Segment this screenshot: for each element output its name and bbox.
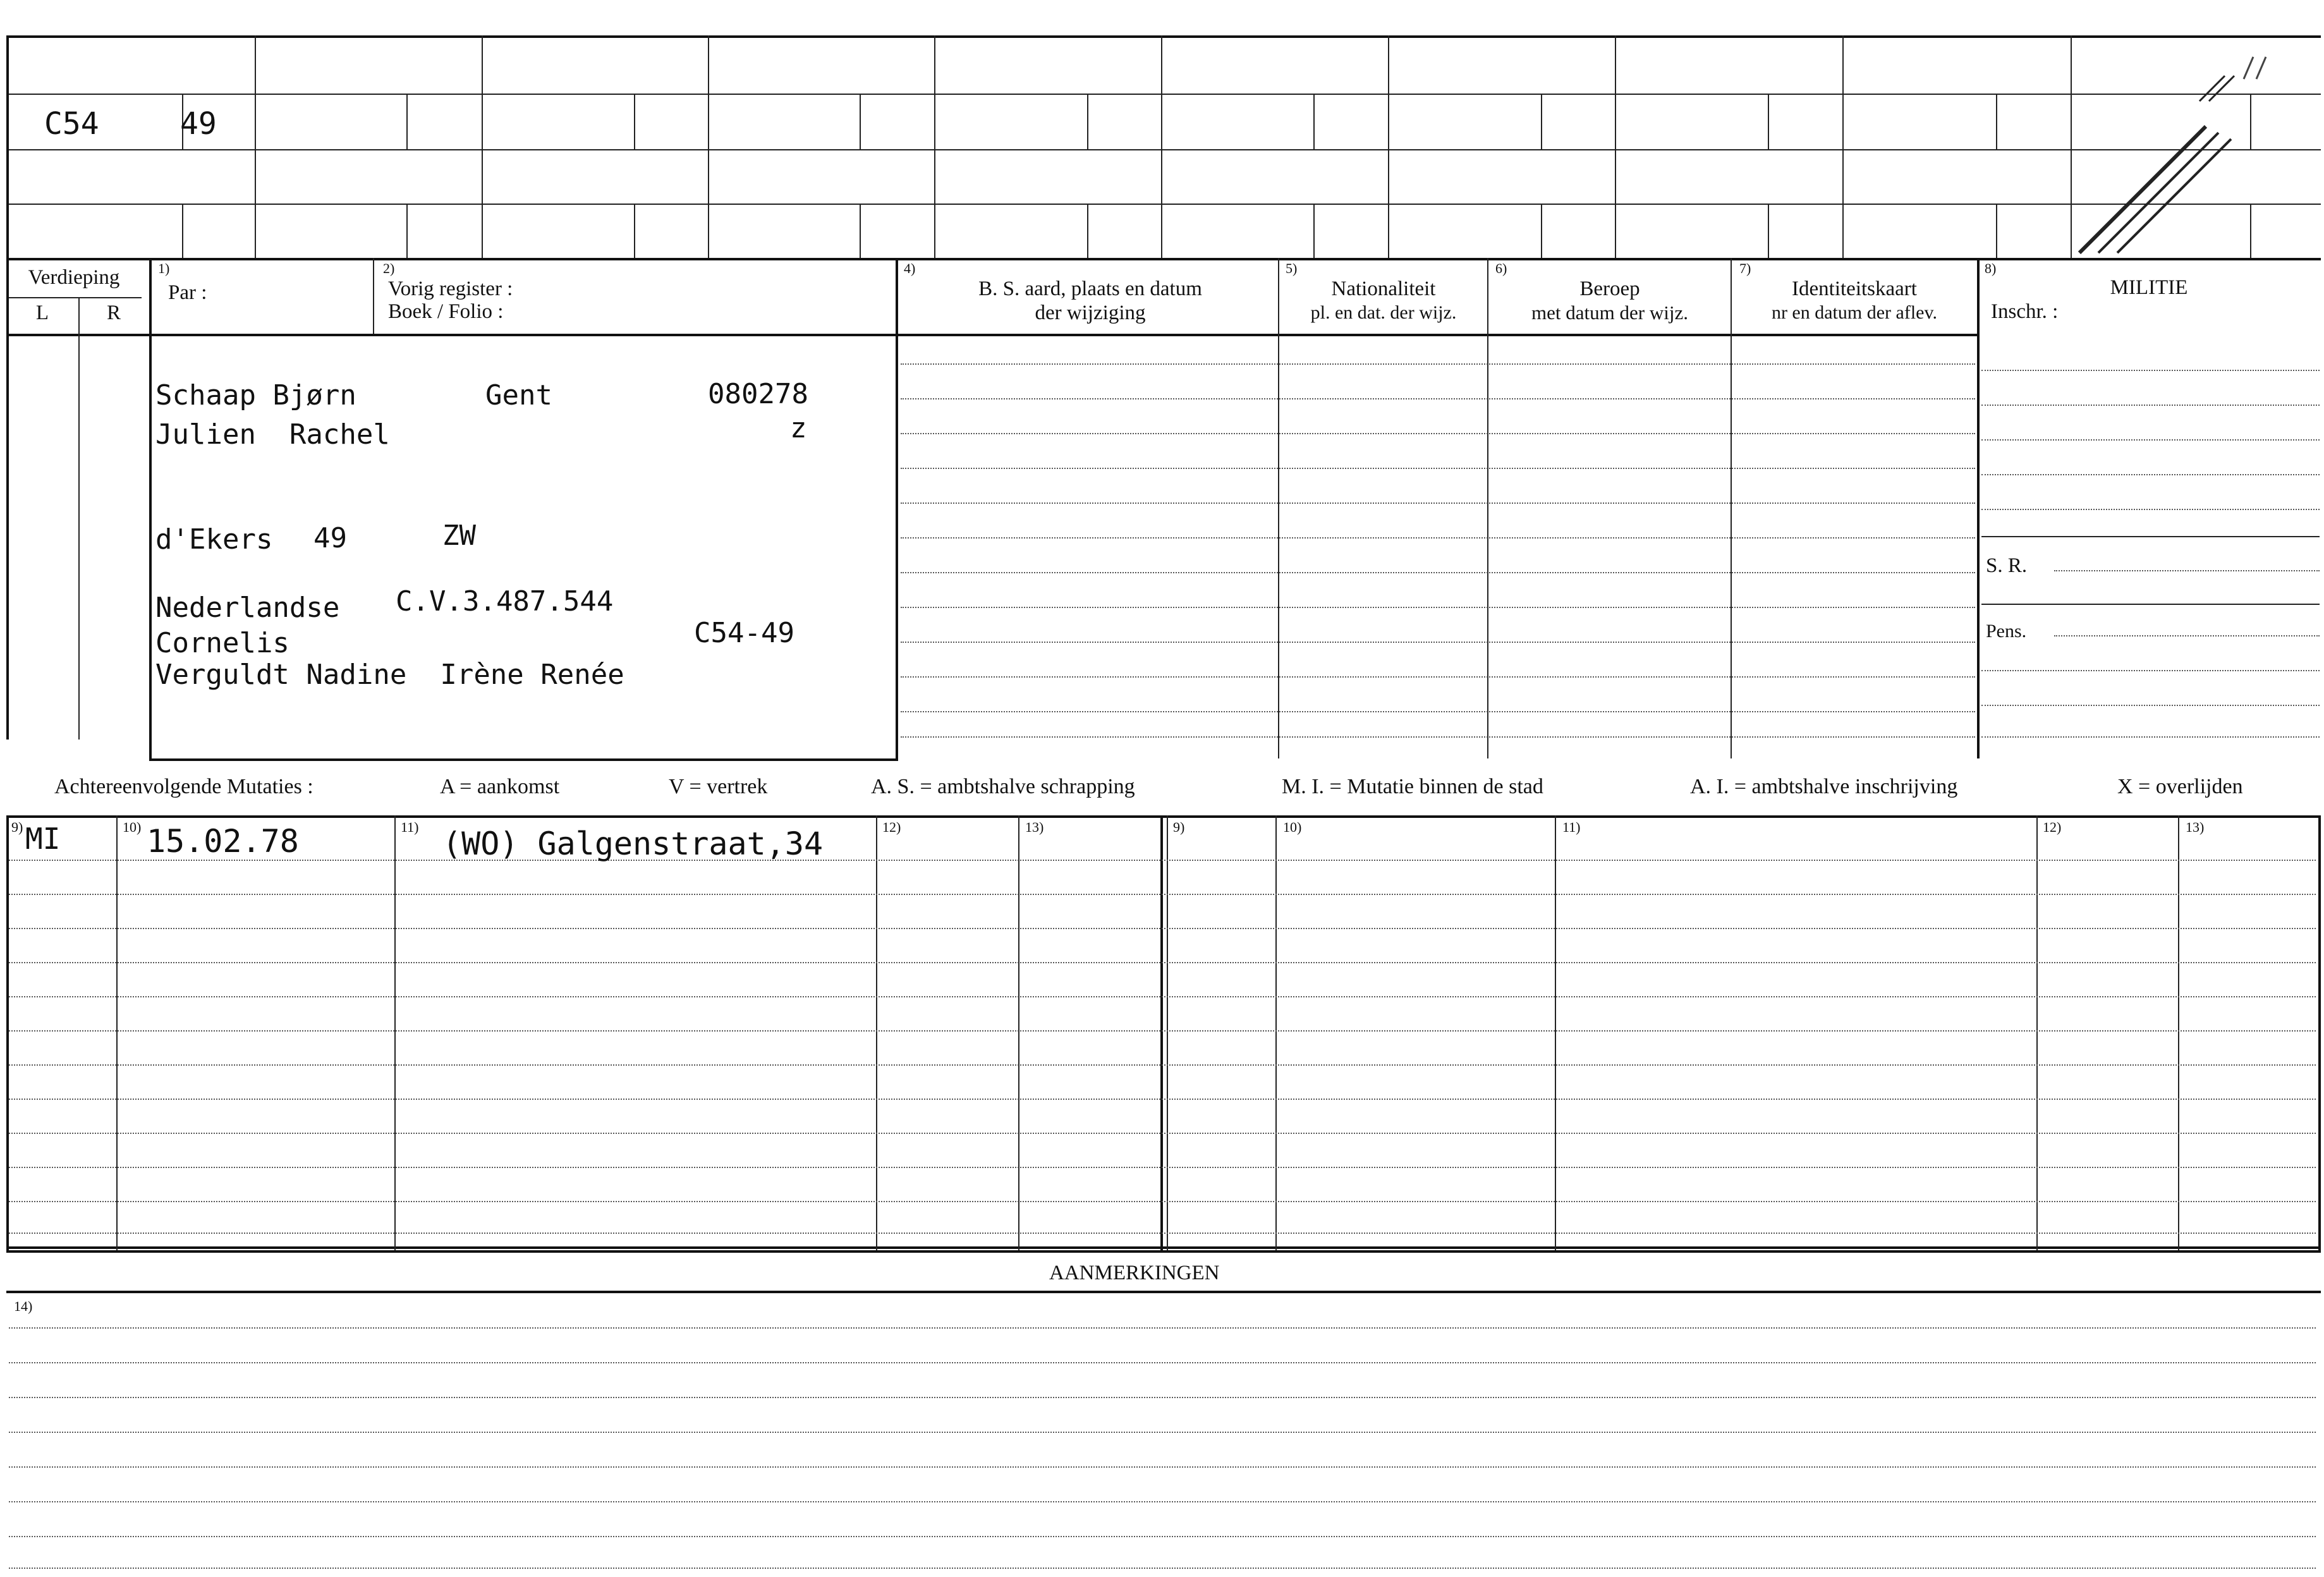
remarks-title: AANMERKINGEN <box>1049 1262 1220 1284</box>
col13-label: 13) <box>2186 819 2205 835</box>
legend-x: X = overlijden <box>2117 775 2243 798</box>
strike-mark-icon <box>2073 51 2301 259</box>
legend-mi: M. I. = Mutatie binnen de stad <box>1282 775 1543 798</box>
legend-as: A. S. = ambtshalve schrapping <box>871 775 1135 798</box>
id-line2: nr en datum der aflev. <box>1771 302 1938 323</box>
person-house-number: 49 <box>313 522 347 554</box>
person-birthdate: 080278 <box>708 378 808 410</box>
legend-v: V = vertrek <box>669 775 768 798</box>
legend-a: A = aankomst <box>440 775 560 798</box>
bs-header <box>904 277 1277 325</box>
person-street: d'Ekers <box>155 523 273 556</box>
nat-line2: pl. en dat. der wijz. <box>1310 302 1457 323</box>
nat-number: 5) <box>1286 260 1298 276</box>
person-register-ref: C54-49 <box>694 617 794 649</box>
person-father: Cornelis <box>155 627 289 659</box>
left-col12-label: 12) <box>882 819 901 835</box>
person-nationality: Nederlandse <box>155 592 340 624</box>
mutation-date: 15.02.78 <box>147 823 299 860</box>
nat-line1: Nationaliteit <box>1331 277 1436 300</box>
nat-header <box>1279 277 1488 325</box>
register-number: 49 <box>180 106 217 142</box>
col12-label: 12) <box>2043 819 2062 835</box>
vorig-number: 2) <box>383 260 395 276</box>
legend-ai: A. I. = ambtshalve inschrijving <box>1690 775 1958 798</box>
left-col11-label: 11) <box>401 819 419 835</box>
mutation-type: MI <box>25 822 61 856</box>
pens-label: Pens. <box>1986 621 2027 642</box>
remarks-number: 14) <box>14 1298 33 1314</box>
beroep-line1: Beroep <box>1579 277 1640 300</box>
left-col9-label: 9) <box>11 819 23 835</box>
l-label: L <box>35 301 49 324</box>
left-col13-label: 13) <box>1025 819 1044 835</box>
legend-title: Achtereenvolgende Mutaties : <box>54 775 313 798</box>
vorig-register-label: Vorig register : <box>388 277 513 300</box>
person-birthplace: Gent <box>485 379 552 411</box>
register-code: C54 <box>44 106 99 142</box>
sr-label: S. R. <box>1986 554 2028 577</box>
person-name: Schaap Bjørn <box>155 379 356 411</box>
person-id-card: C.V.3.487.544 <box>396 585 614 618</box>
beroep-header <box>1489 277 1731 325</box>
id-line1: Identiteitskaart <box>1792 277 1917 300</box>
person-district: ZW <box>442 520 476 552</box>
verdieping-label: Verdieping <box>28 266 120 289</box>
militie-number: 8) <box>1985 260 1997 276</box>
id-number: 7) <box>1739 260 1751 276</box>
beroep-line2: met datum der wijz. <box>1531 301 1688 324</box>
person-marital: z <box>790 412 807 444</box>
bs-line1: B. S. aard, plaats en datum <box>978 277 1202 300</box>
r-label: R <box>106 301 121 324</box>
inschr-label: Inschr. : <box>1991 300 2059 323</box>
col10-label: 10) <box>1283 819 1302 835</box>
beroep-number: 6) <box>1495 260 1507 276</box>
boek-folio-label: Boek / Folio : <box>388 300 504 323</box>
id-header <box>1732 277 1977 325</box>
person-firstnames: Julien Rachel <box>155 418 390 451</box>
col11-label: 11) <box>1562 819 1581 835</box>
par-label: Par : <box>168 281 207 304</box>
bs-number: 4) <box>904 260 916 276</box>
person-mother: Verguldt Nadine Irène Renée <box>155 659 624 691</box>
par-number: 1) <box>158 260 170 276</box>
mutation-address: (WO) Galgenstraat,34 <box>442 825 824 862</box>
col9-label: 9) <box>1173 819 1185 835</box>
left-col10-label: 10) <box>123 819 142 835</box>
bs-line2: der wijziging <box>1035 301 1146 324</box>
militie-label: MILITIE <box>2110 276 2188 299</box>
